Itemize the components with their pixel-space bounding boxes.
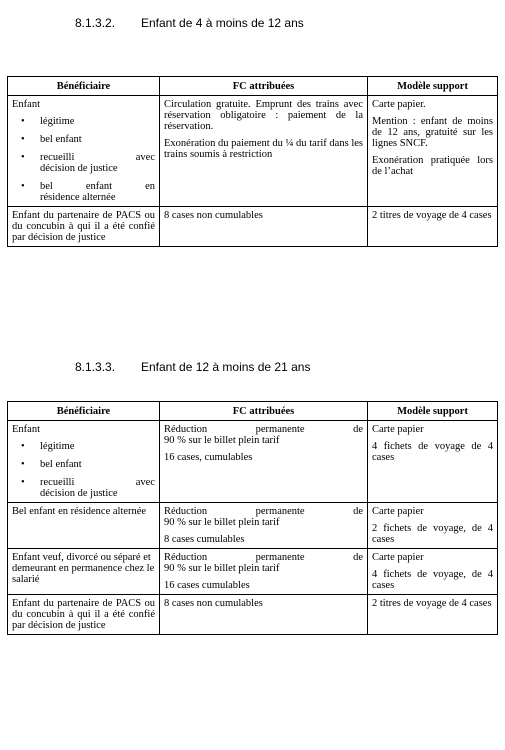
section-number: 8.1.3.2. [75, 16, 116, 30]
header-beneficiaire: Bénéficiaire [8, 77, 160, 96]
list-item [12, 181, 155, 203]
fc-word: de [353, 424, 363, 435]
support-paragraph: Mention : enfant de moins de 12 ans, gratuité sur les lignes SNCF. [372, 116, 493, 149]
header-modele-support: Modèle support [368, 77, 498, 96]
header-beneficiaire: Bénéficiaire [8, 402, 160, 421]
beneficiary-list [12, 116, 155, 203]
support-paragraph: 4 fichets de voyage de 4 cases [372, 441, 493, 463]
table-header-row [8, 77, 498, 96]
support-paragraph: Carte papier [372, 552, 424, 563]
fc-cell [160, 421, 368, 503]
fc-cell [160, 549, 368, 595]
beneficiary-cell: Enfant du partenaire de PACS ou du concubin à qui il a été confié par décision de justice [8, 595, 160, 635]
header-fc-attribuees: FC attribuées [160, 77, 368, 96]
fc-word: de [353, 506, 363, 517]
support-paragraph: Exonération pratiquée lors de l’achat [372, 155, 493, 177]
header-fc-attribuees: FC attribuées [160, 402, 368, 421]
table-row [8, 207, 498, 247]
fc-cell [160, 503, 368, 549]
list-item-continuation: décision de justice [40, 163, 118, 174]
fc-paragraph: 90 % sur le billet plein tarif [164, 563, 280, 574]
beneficiary-cell: Enfant veuf, divorcé ou séparé et demeurant en permanence chez le salarié [8, 549, 160, 595]
fc-cell [160, 96, 368, 207]
section-number: 8.1.3.3. [75, 360, 116, 374]
fc-word: Réduction [164, 506, 208, 517]
list-item [12, 477, 155, 499]
beneficiary-list [12, 441, 155, 499]
list-item-word: • recueilli [40, 152, 75, 163]
beneficiary-cell [8, 96, 160, 207]
section-title: Enfant de 12 à moins de 21 ans [141, 360, 311, 374]
support-cell: 2 titres de voyage de 4 cases [368, 595, 498, 635]
list-item-word: en [145, 181, 155, 192]
fc-word: permanente [255, 424, 305, 435]
table-enfant-4-12 [7, 76, 498, 247]
fc-word: permanente [255, 552, 305, 563]
fc-word: Réduction [164, 424, 208, 435]
list-item: • légitime [12, 116, 155, 127]
fc-paragraph: Exonération du paiement du ¼ du tarif dans les trains soumis à restriction [164, 138, 363, 160]
support-cell: 2 titres de voyage de 4 cases [368, 207, 498, 247]
support-cell [368, 503, 498, 549]
support-cell [368, 96, 498, 207]
list-item-continuation: résidence alternée [40, 192, 116, 203]
table-enfant-12-21 [7, 401, 498, 635]
fc-paragraph: Circulation gratuite. Emprunt des trains avec réservation obligatoire : paiement de la réservation. [164, 99, 363, 132]
table-row [8, 549, 498, 595]
support-paragraph: Carte papier [372, 506, 424, 517]
support-cell [368, 421, 498, 503]
fc-cell: 8 cases non cumulables [160, 207, 368, 247]
support-paragraph: Carte papier. [372, 99, 426, 110]
support-paragraph: Carte papier [372, 424, 424, 435]
fc-word: Réduction [164, 552, 208, 563]
table-row [8, 503, 498, 549]
list-item [12, 152, 155, 174]
list-item: • bel enfant [12, 134, 155, 145]
fc-cell: 8 cases non cumulables [160, 595, 368, 635]
list-item: • légitime [12, 441, 155, 452]
fc-word: permanente [255, 506, 305, 517]
list-item-word: • bel [40, 181, 53, 192]
support-paragraph: 4 fichets de voyage, de 4 cases [372, 569, 493, 591]
section-title: Enfant de 4 à moins de 12 ans [141, 16, 304, 30]
list-item-word: • recueilli [40, 477, 75, 488]
table-row [8, 96, 498, 207]
fc-paragraph: 90 % sur le billet plein tarif [164, 435, 280, 446]
fc-paragraph: 8 cases cumulables [164, 534, 245, 545]
header-modele-support: Modèle support [368, 402, 498, 421]
beneficiary-cell: Enfant du partenaire de PACS ou du concubin à qui il a été confié par décision de justice [8, 207, 160, 247]
section-heading-8-1-3-3 [75, 360, 310, 374]
list-item-continuation: décision de justice [40, 488, 118, 499]
beneficiary-intro: Enfant [12, 424, 40, 435]
fc-paragraph: 16 cases, cumulables [164, 452, 253, 463]
table-header-row [8, 402, 498, 421]
fc-paragraph: 90 % sur le billet plein tarif [164, 517, 280, 528]
support-cell [368, 549, 498, 595]
support-paragraph: 2 fichets de voyage, de 4 cases [372, 523, 493, 545]
list-item-word: avec [135, 152, 155, 163]
list-item: • bel enfant [12, 459, 155, 470]
fc-paragraph: 16 cases cumulables [164, 580, 250, 591]
list-item-word: enfant [85, 181, 113, 192]
fc-word: de [353, 552, 363, 563]
beneficiary-intro: Enfant [12, 99, 40, 110]
section-heading-8-1-3-2 [75, 16, 304, 30]
table-row [8, 421, 498, 503]
beneficiary-cell [8, 421, 160, 503]
table-row [8, 595, 498, 635]
list-item-word: avec [135, 477, 155, 488]
beneficiary-cell: Bel enfant en résidence alternée [8, 503, 160, 549]
